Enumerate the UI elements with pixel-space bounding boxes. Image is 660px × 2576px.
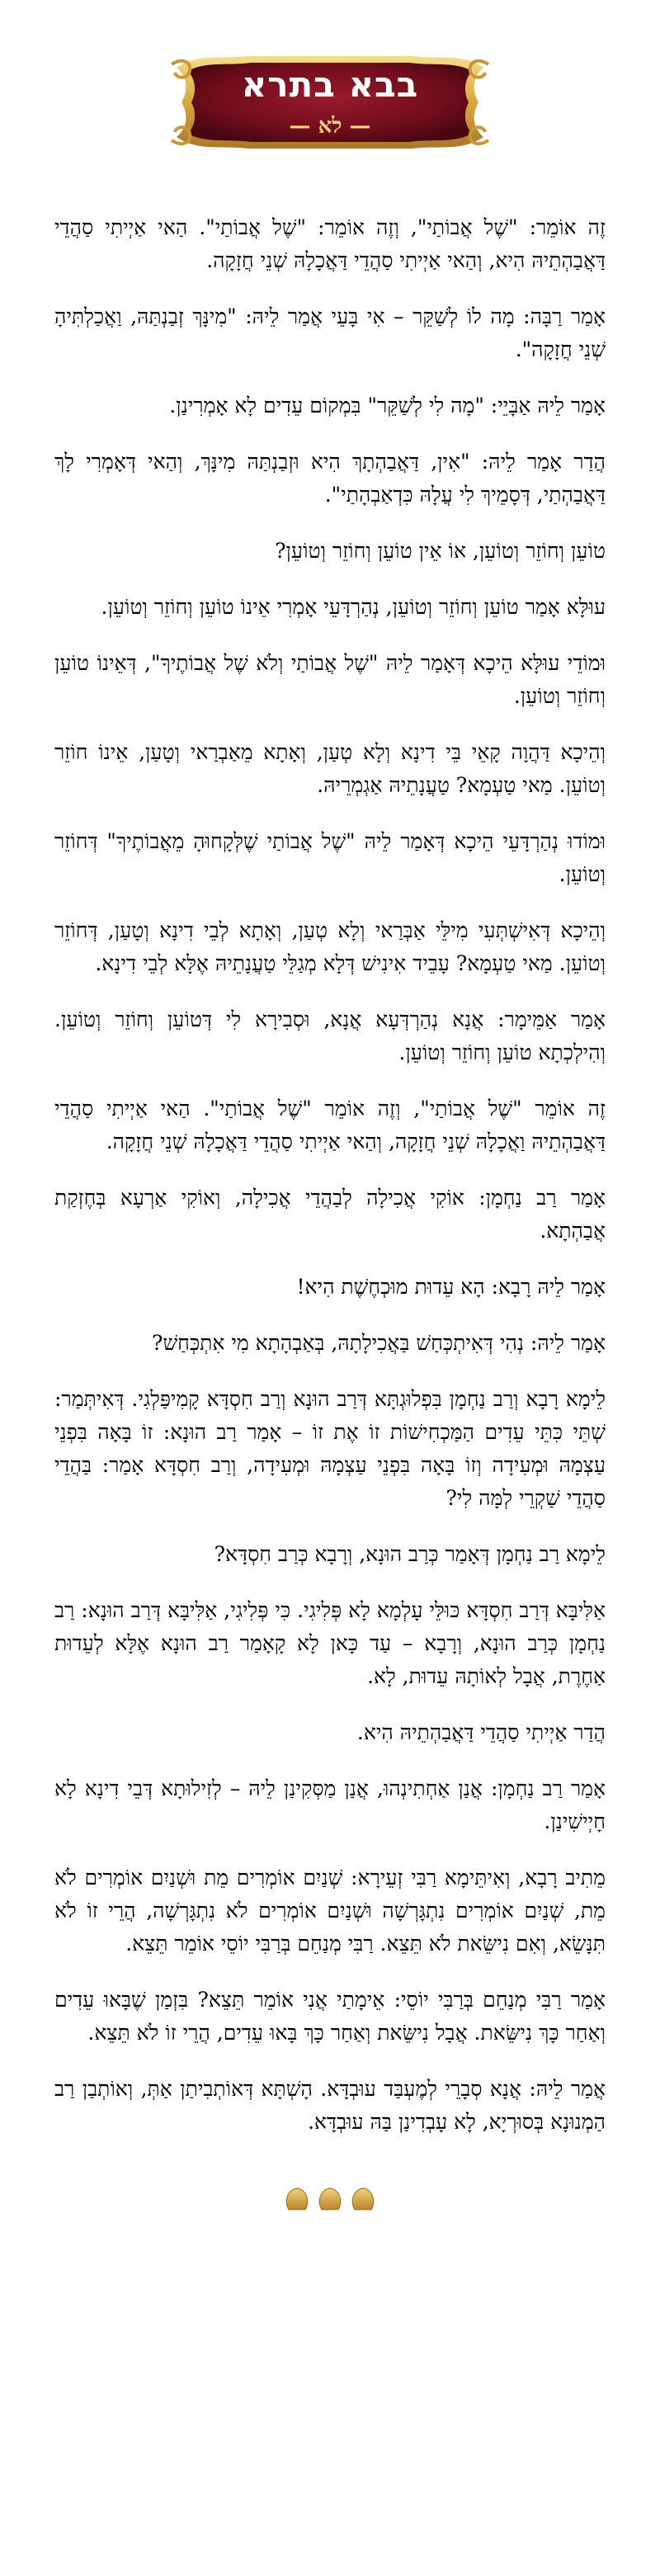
text-paragraph: אָמַר אַמֵּימָר: אֲנָא נְהַרְדְּעָא אֲנָא, וּסְבִירָא לִי דְּטוֹעֵן וְחוֹזֵר וְטוֹעֵן. וְהִילְכְתָא טוֹעֵן וְחוֹזֵר וְטוֹעֵן. — [54, 1007, 606, 1064]
text-paragraph: וְהֵיכָא דְּאִישְׁתְּעִי מִילֵּי אַבְּרַאי וְלָא טְעַן, וְאָתָא לְבֵי דִינָא וְטָעַן, דְּחוֹזֵר וְטוֹעֵן. מַאי טַעְמָא? עָבֵיד אִינִישׁ דְּלָא מְגַלֵּי טַעֲנָתֵיהּ אֶלָּא לְבֵי דִינָא. — [54, 918, 606, 975]
text-paragraph: וְהֵיכָא דַּהֲוָה קָאֵי בֵּי דִינָא וְלָא טְעַן, וְאָתָא מֵאַבְרַאי וְטָעַן, אֵינוֹ חוֹזֵר וְטוֹעֵן. מַאי טַעְמָא? טַעֲנָתֵיהּ אַגְמְרֵיהּ. — [54, 740, 606, 797]
text-paragraph: זֶה אוֹמֵר "שֶׁל אֲבוֹתַי", וְזֶה אוֹמֵר "שֶׁל אֲבוֹתַי". הַאי אַיְיתִי סַהֲדֵי דַּאֲבַהְתֵיהּ וַאֲכָלָהּ שְׁנֵי חֲזָקָה, וְהַאי אַיְיתִי סַהֲדֵי דַּאֲכָלָהּ שְׁנֵי חֲזָקָה. — [54, 1097, 606, 1154]
shell-ornament-icon — [280, 2185, 380, 2213]
text-paragraph: אָמַר רַבָּה: מָה לוֹ לְשַׁקֵּר – אִי בָּעֵי אֲמַר לֵיהּ: "מִינָּךְ זְבַנְתַּהּ, וַאֲכַלְתִּיהָ שְׁנֵי חֲזָקָה". — [54, 304, 606, 361]
text-paragraph: אַלִּיבָּא דְּרַב חִסְדָּא כּוּלֵּי עָלְמָא לָא פְּלִיגִי. כִּי פְּלִיגִי, אַלִּיבָּא דְּרַב הוּנָא: רַב נַחְמָן כְּרַב הוּנָא, וְרָבָא – עַד כָּאן לָא קָאָמַר רַב הוּנָא אֶלָּא לְעֵדוּת אַחֶרֶת, אֲבָל לְאוֹתָהּ עֵדוּת, לָא. — [54, 1598, 606, 1688]
text-paragraph: טוֹעֵן וְחוֹזֵר וְטוֹעֵן, אוֹ אֵין טוֹעֵן וְחוֹזֵר וְטוֹעֵן? — [275, 539, 606, 563]
text-paragraph: אָמַר רַבִּי מְנַחֵם בְּרַבִּי יוֹסֵי: אֵימָתַי אֲנִי אוֹמֵר תֵּצֵא? בִּזְמַן שֶׁבָּאוּ עֵדִים וְאַחַר כָּךְ נִישֵּׂאת. אֲבָל נִישֵּׂאת וְאַחַר כָּךְ בָּאוּ עֵדִים, הֲרֵי זוֹ לֹא תֵּצֵא. — [54, 1988, 606, 2045]
text-paragraph: אָמַר רַב נַחְמָן: אוֹקִי אֲכִילָה לְבַהֲדֵי אֲכִילָה, וְאוֹקִי אַרְעָא בְּחֶזְקַת אֲבַהְתָא. — [54, 1186, 606, 1243]
text-paragraph: אֲמַר לֵיהּ: אֲנָא סְבָרֵי לְמֶעְבַּד עוּבְדָּא. הָשְׁתָּא דְּאוֹתְבִיתַן אַתְּ, וְאוֹתְבַן רַב הַמְנוּנָא בְּסוּרְיָא, לָא עָבְדִינַן בַּהּ עוּבְדָּא. — [54, 2077, 606, 2134]
text-paragraph: הֲדַר אָמַר לֵיהּ: "אִין, דַּאֲבַהְתָךְ הִיא וּזְבַנְתַּהּ מִינָּךְ, וְהַאי דְּאָמְרִי לָךְ דַּאֲבַהְתַי, דְּסָמֵיךְ לִי עֲלָהּ כִּדְאַבְהָתַי". — [54, 450, 606, 507]
text-paragraph: מֵתִיב רָבָא, וְאִיתֵּימָא רַבִּי זְעֵירָא: שְׁנַיִם אוֹמְרִים מֵת וּשְׁנַיִם אוֹמְרִים לֹא מֵת, שְׁנַיִם אוֹמְרִים נִתְגָּרְשָׁה וּשְׁנַיִם אוֹמְרִים לֹא נִתְגָּרְשָׁה, הֲרֵי זוֹ לֹא תִּנָּשֵׂא, וְאִם נִישֵּׂאת לֹא תֵּצֵא. רַבִּי מְנַחֵם בְּרַבִּי יוֹסֵי אוֹמֵר תֵּצֵא. — [54, 1866, 606, 1956]
text-paragraph: אָמַר לֵיהּ: נְהִי דְּאִיתְכְּחַשׁ בַּאֲכִילָתָהּ, בְּאַבְהָתָא מִי אִתְכְּחַשׁ? — [152, 1331, 606, 1355]
footer-ornament — [0, 2185, 660, 2216]
text-paragraph: אָמַר רַב נַחְמָן: אֲנַן אַחְתִינְהוּ, אֲנַן מַסְּקִינַן לֵיהּ – לְזִילוּתָא דְּבֵי דִינָא לָא חָיְישִׁינַן. — [54, 1776, 606, 1833]
text-paragraph: זֶה אוֹמֵר: "שֶׁל אֲבוֹתַי", וְזֶה אוֹמֵר: "שֶׁל אֲבוֹתַי". הַאי אַיְיתִי סַהֲדֵי דַּאֲבַהְתֵיהּ הִיא, וְהַאי אַיְיתִי סַהֲדֵי דַּאֲכָלָהּ שְׁנֵי חֲזָקָה. — [54, 215, 606, 272]
text-paragraph: לֵימָא רָבָא וְרַב נַחְמָן בִּפְלוּגְתָּא דְּרַב הוּנָא וְרַב חִסְדָּא קָמִיפַּלְגִי. דְּאִיתְּמַר: שְׁתֵּי כִּתֵּי עֵדִים הַמַּכְחִישׁוֹת זוֹ אֶת זוֹ – אָמַר רַב הוּנָא: זוֹ בָּאָה בִּפְנֵי עַצְמָהּ וּמְעִידָה וְזוֹ בָּאָה בִּפְנֵי עַצְמָהּ וּמְעִידָה, וְרַב חִסְדָּא אָמַר: בַּהֲדֵי סַהֲדֵי שַׁקְרֵי לְמָּה לִי? — [54, 1387, 606, 1510]
text-body — [0, 211, 660, 2139]
text-paragraph: לֵימָא רַב נַחְמָן דְּאָמַר כְּרַב הוּנָא, וְרָבָא כְּרַב חִסְדָּא? — [214, 1542, 606, 1566]
text-paragraph: עוּלָּא אָמַר טוֹעֵן וְחוֹזֵר וְטוֹעֵן, נְהַרְדָּעֵי אָמְרִי אֵינוֹ טוֹעֵן וְחוֹזֵר וְטוֹעֵן. — [101, 595, 606, 619]
tractate-title: בבא בתרא — [241, 64, 419, 105]
text-paragraph: הֲדַר אַיְיתִי סַהֲדֵי דַּאֲבַהְתֵיהּ הִיא. — [356, 1720, 606, 1744]
daf-number: — לא — — [289, 114, 371, 139]
text-paragraph: אָמַר לֵיהּ אַבָּיֵי: "מָה לִי לְשַׁקֵּר" בִּמְקוֹם עֵדִים לָא אָמְרִינַן. — [169, 394, 606, 418]
text-paragraph: וּמוֹדוּ נְהַרְדָּעֵי הֵיכָא דְּאָמַר לֵיהּ "שֶׁל אֲבוֹתַי שֶׁלְּקָחוּהָ מֵאֲבוֹתֶיךָ" דְּחוֹזֵר וְטוֹעֵן. — [54, 829, 606, 886]
header — [0, 0, 660, 182]
text-paragraph: וּמוֹדֵי עוּלָּא הֵיכָא דְּאָמַר לֵיהּ "שֶׁל אֲבוֹתַי וְלֹא שֶׁל אֲבוֹתֶיךָ", דְּאֵינוֹ טוֹעֵן וְחוֹזֵר וְטוֹעֵן. — [54, 651, 606, 708]
text-paragraph: אָמַר לֵיהּ רָבָא: הָא עֵדוּת מוּכְחֶשֶׁת הִיא! — [296, 1275, 606, 1299]
